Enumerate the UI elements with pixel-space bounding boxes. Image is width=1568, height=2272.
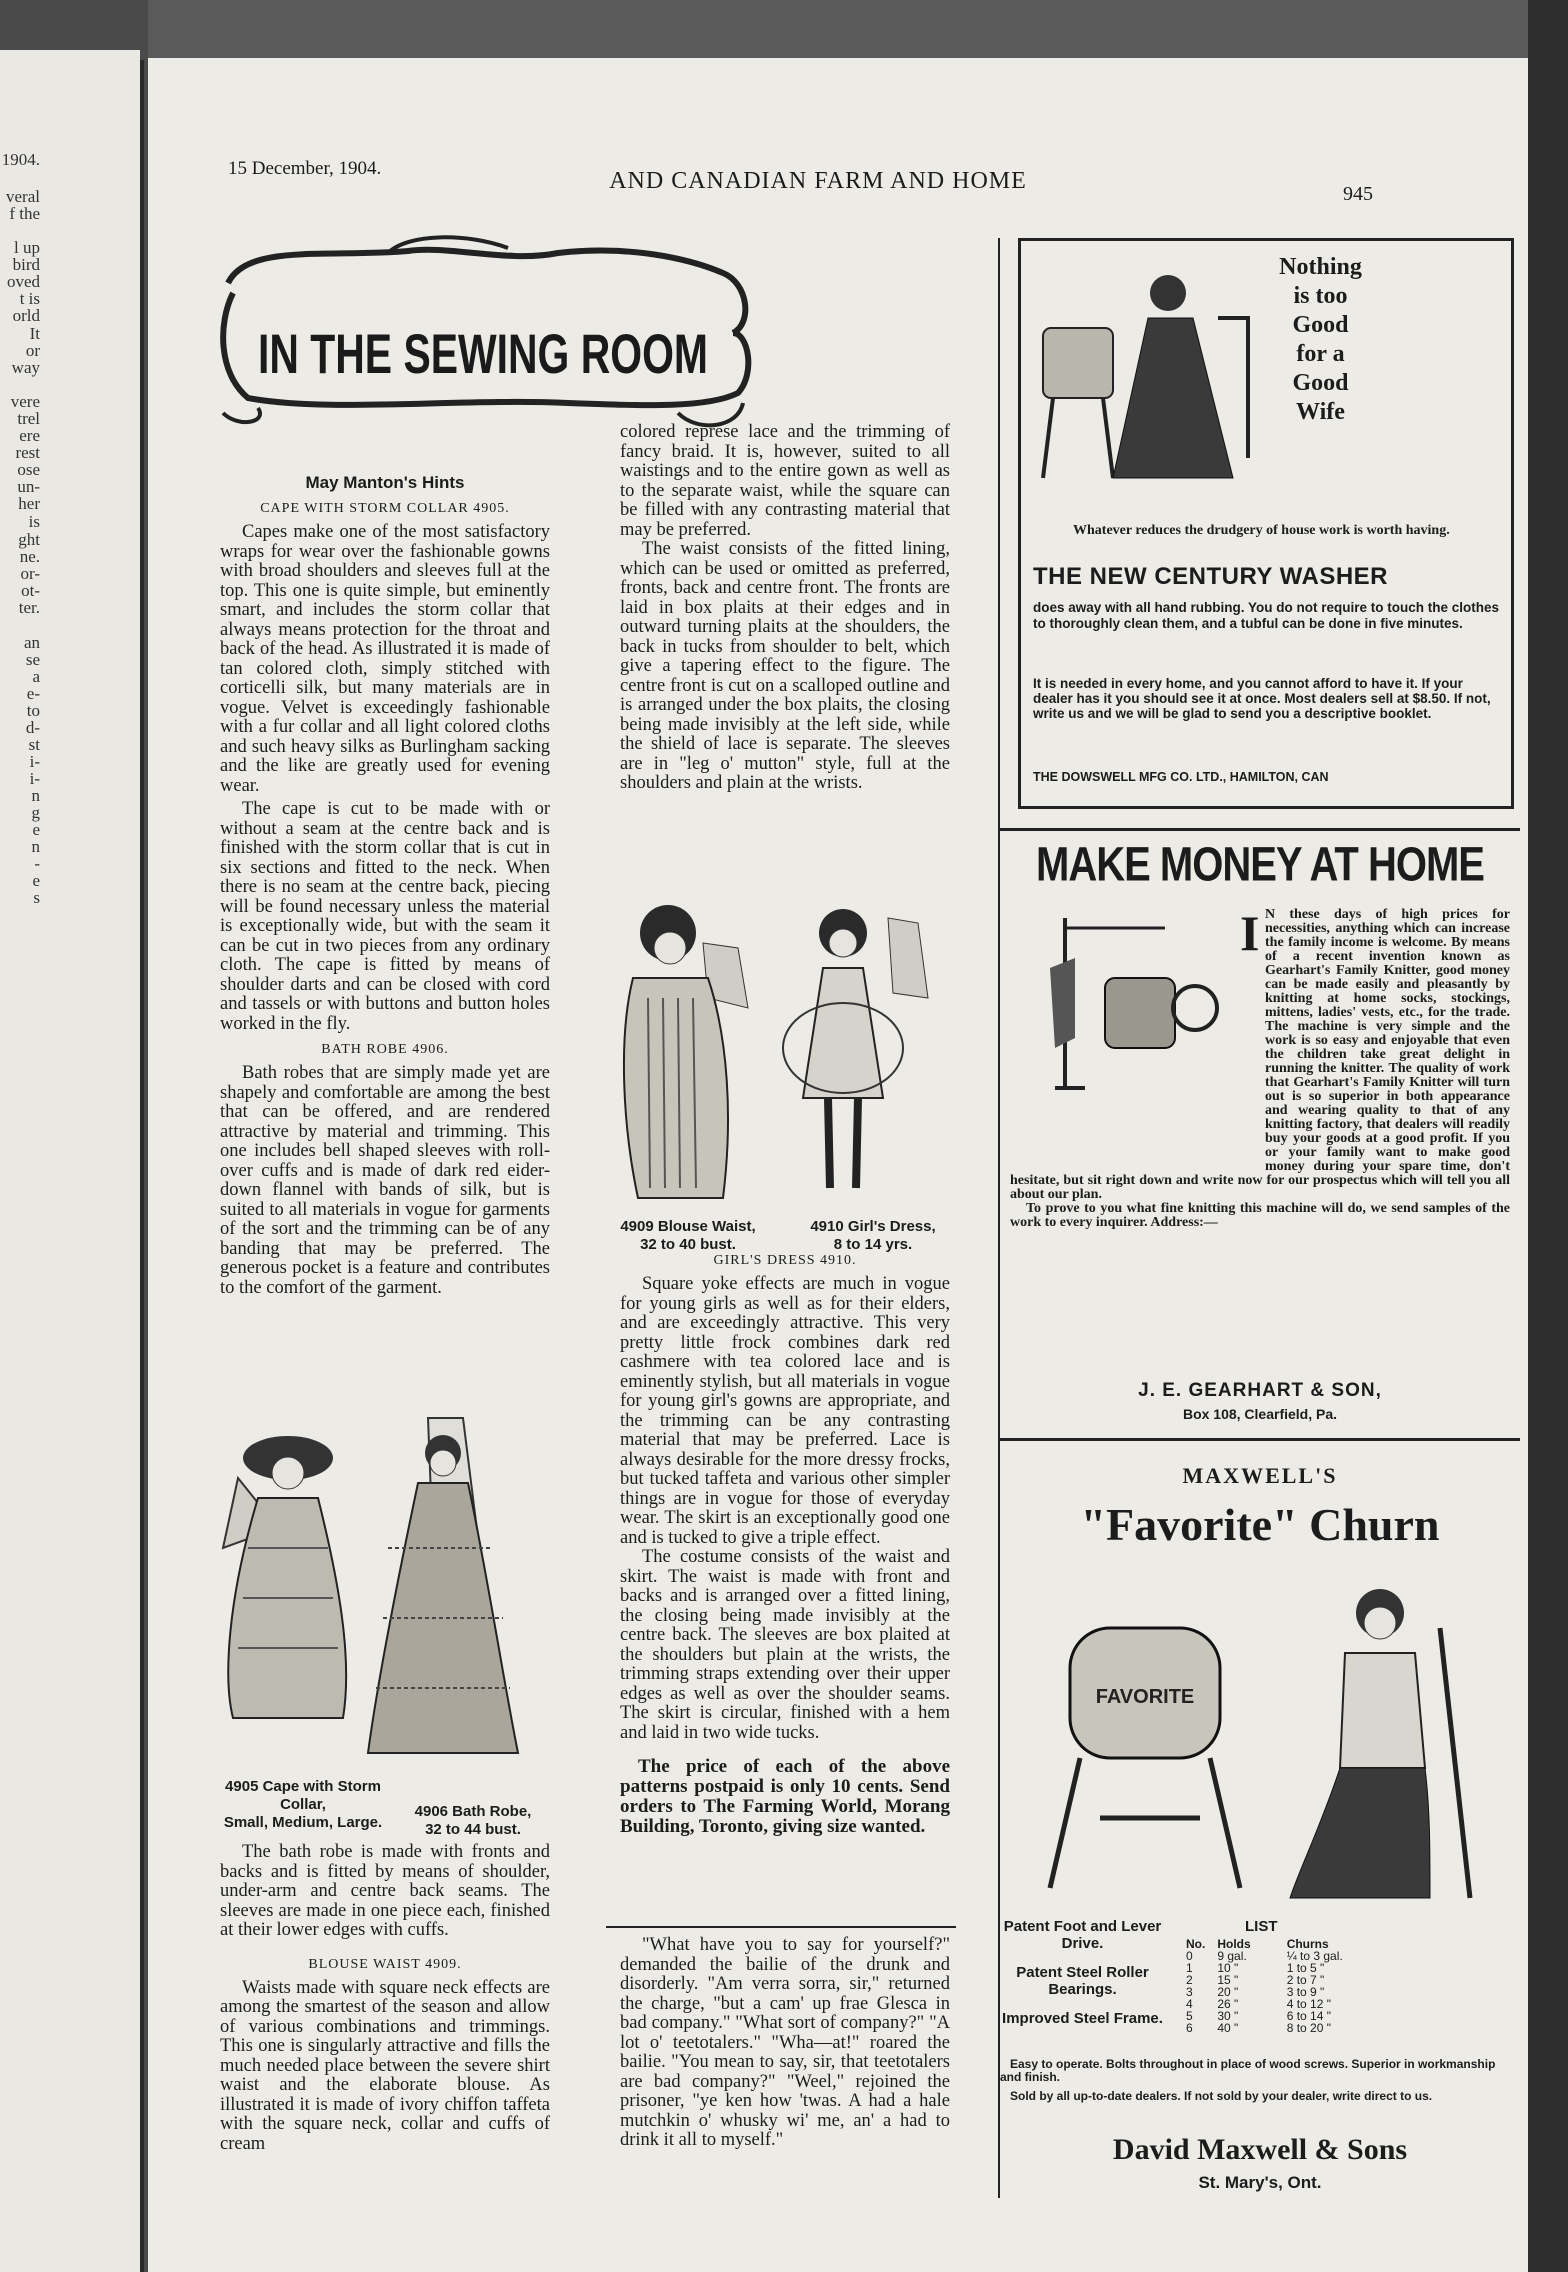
previous-page-fragment: trel (17, 409, 40, 428)
table-cell: 6 to 14 " (1286, 2009, 1331, 2023)
churn-brand: MAXWELL'S (1182, 1463, 1338, 1488)
table-cell: 5 (1186, 2009, 1193, 2023)
previous-page-fragment: f the (9, 204, 40, 223)
paragraph: colored represe lace and the trimming of fancy braid. It is, however, suited to all waistings and to the entire gown as well as to the separate waist, while the square can be filled with any contrasting material that may be preferred. (620, 422, 950, 540)
washer-body-2: It is needed in every home, and you cannot afford to have it. If your dealer has it you should see it at once. Most dealers sell at $8.50. If not, write us and we will be glad to send you a descriptive booklet. (1033, 676, 1491, 721)
knitter-body-text: N these days of high prices for necessities, anything which can increase the family income is welcome. By means of a recent invention known as Gearhart's Family Knitter, good money can be made easily and pleasantly by knitting at home socks, stockings, mittens, ladies' vests, etc., for the trade. The machine is very simple and the work is so easy and enjoyable that even the children take great delight in running the knitter. The quality of work that Gearhart's Family Knitter will turn out is so superior in both appearance and wearing quality to that of any knitting factory, that dealers will readily buy your goods at a good profit. If you or your family want to make good money during your spare time, don't hesitate, but sit right down and write now for our prospectus which will tell you all about our plan. (1010, 907, 1510, 1202)
previous-page-fragment: oved (6, 272, 40, 291)
paragraph: The waist consists of the fitted lining, which can be used or omitted as preferred, fronts, back and centre front. The fronts are laid in box plaits at their edges and in outward turning plaits at the shoulders, the back in tucks from shoulder to belt, which give a tapering effect to the figure. The centre front is cut on a scalloped outline and is arranged under the box plaits, the closing being made invisibly at the left side, while the shield of lace is separate. The sleeves are in "leg o' mutton" style, full at the shoulders and plain at the wrists. (620, 539, 950, 793)
previous-page-fragment: vere (10, 392, 40, 411)
churn-company: David Maxwell & Sons (1112, 2133, 1408, 2166)
table-cell: 1 to 5 " (1286, 1961, 1325, 1975)
previous-page-fragment: ere (19, 426, 40, 445)
drop-cap: I (1240, 905, 1260, 961)
washer-company: THE DOWSWELL MFG CO. LTD., HAMILTON, CAN (1033, 770, 1329, 784)
slogan-line: for a (1296, 341, 1345, 367)
table-cell: ¼ to 3 gal. (1286, 1949, 1343, 1963)
table-cell: 40 " (1217, 2021, 1239, 2035)
previous-page-fragment: to (26, 701, 40, 720)
previous-page-fragment: s (33, 888, 40, 907)
caption-4909: 4909 Blouse Waist, 32 to 40 bust. (620, 1218, 756, 1253)
previous-page-edge (0, 50, 140, 2272)
churn-list-title: LIST (1245, 1918, 1278, 1935)
table-cell: 6 (1186, 2021, 1193, 2035)
anecdote-column (620, 1936, 950, 2151)
ad-divider (1000, 828, 1520, 831)
table-header: No. (1186, 1937, 1206, 1951)
previous-page-fragment: is (28, 512, 40, 531)
previous-page-fragment: n (31, 837, 40, 856)
previous-page-fragment: or (25, 341, 40, 360)
churn-advertisement (1000, 1448, 1520, 2208)
page-number: 945 (1343, 183, 1373, 205)
table-cell: 9 gal. (1217, 1949, 1247, 1963)
churn-drum-label: FAVORITE (1095, 1686, 1195, 1708)
slogan-line: Good (1292, 370, 1349, 396)
table-header: Holds (1217, 1937, 1251, 1951)
woman-at-churn-illustration (1040, 1568, 1500, 1908)
blouse-and-girls-dress-illustration (608, 898, 948, 1218)
previous-page-fragment: i- (29, 769, 40, 788)
issue-date: 15 December, 1904. (228, 158, 382, 179)
previous-page-fragment: e- (26, 684, 40, 703)
slogan-line: Nothing (1279, 254, 1362, 280)
knitter-body (1010, 905, 1510, 1230)
previous-page-fragment: or- (20, 564, 40, 583)
previous-page-fragment: n (31, 786, 40, 805)
article-column-1-lower (220, 1843, 550, 2154)
table-cell: 1 (1186, 1961, 1193, 1975)
previous-page-fragment: veral (6, 187, 40, 206)
previous-page-fragment: d- (25, 718, 40, 737)
paragraph: Bath robes that are simply made yet are shapely and comfortable are among the best that can be offered, and are rendered attractive by material and trimming. This one includes bell shaped sleeves with roll-over cuffs and is made of dark red eider-down flannel with bands of silk, but is suited to all materials in vogue for garments of the sort and the trimming can be of any banding that may be preferred. The generous pocket is a feature and contributes to the comfort of the garment. (220, 1063, 550, 1298)
table-header: Churns (1286, 1937, 1329, 1951)
caption-4910: 4910 Girl's Dress, 8 to 14 yrs. (810, 1218, 936, 1253)
previous-page-fragment: ot- (21, 581, 40, 600)
previous-page-fragment: orld (12, 306, 40, 325)
table-cell: 8 to 20 " (1286, 2021, 1331, 2035)
banner-title: IN THE SEWING ROOM (258, 322, 708, 385)
washer-intro: Whatever reduces the drudgery of house work is worth having. (1073, 523, 1450, 538)
table-cell: 2 (1186, 1973, 1193, 1987)
table-row (1180, 2022, 1349, 2034)
knitter-body-2: To prove to you what fine knitting this machine will do, we send samples of the work to every inquirer. Address:— (1010, 1201, 1510, 1230)
previous-page-fragment: ght (18, 530, 40, 549)
subhead-girls-dress: GIRL'S DRESS 4910. (713, 1253, 857, 1268)
previous-page-fragment: un- (17, 477, 40, 496)
washer-body-1: does away with all hand rubbing. You do not require to touch the clothes to thoroughly clean them, and a tubful can be done in five minutes. (1033, 600, 1500, 631)
paragraph: The costume consists of the waist and skirt. The waist is made with front and backs and is arranged over a fitted lining, the closing being made invisibly at the centre back. The sleeves are box plaited at the shoulders but plain at the wrists, the trimming straps extending over their upper edges as well as over the shoulder seams. The skirt is circular, finished with a hem and laid in two wide tucks. (620, 1547, 950, 1743)
table-cell: 26 " (1217, 1997, 1239, 2011)
subhead-cape: CAPE WITH STORM COLLAR 4905. (260, 501, 510, 516)
newspaper-page (148, 58, 1528, 2272)
previous-page-fragment: ose (17, 460, 40, 479)
paragraph: Waists made with square neck effects are among the smartest of the season and allow of various combinations and trimmings. This one is singularly attractive and fills the much needed place between the severe shirt waist and the elaborate blouse. As illustrated it is made of ivory chiffon taffeta with the square neck, collar and cuffs of cream (220, 1977, 550, 2154)
masthead: AND CANADIAN FARM AND HOME (609, 168, 1027, 194)
table-cell: 3 to 9 " (1286, 1985, 1325, 1999)
table-cell: 4 to 12 " (1286, 1997, 1331, 2011)
subhead-bath-robe: BATH ROBE 4906. (321, 1042, 449, 1057)
previous-page-fragment: a (32, 667, 40, 686)
slogan-line: Wife (1296, 399, 1345, 425)
churn-note-1: Easy to operate. Bolts throughout in place of wood screws. Superior in workmanship and finish. (1000, 2057, 1496, 2084)
previous-page-fragment: i- (29, 752, 40, 771)
caption-4906: 4906 Bath Robe, 32 to 44 bust. (414, 1803, 532, 1838)
table-cell: 4 (1186, 1997, 1193, 2011)
knitter-headline: MAKE MONEY AT HOME (1036, 838, 1484, 892)
woman-at-washer-illustration (1033, 258, 1253, 488)
previous-page-fragment: e (32, 871, 40, 890)
previous-page-fragment: an (23, 633, 40, 652)
churn-size-table (1180, 1938, 1349, 2034)
anecdote: "What have you to say for yourself?" demanded the bailie of the drunk and disorderly. "Am verra sorra, sir," returned the charge, "but a cam' up frae Glesca in bad company." "What sort of company?" "A lot o' teetotalers." "Wha—at!" roared the bailie. "You mean to say, sir, that teetotalers are bad company?" "Weel," rejoined the prisoner, "ye ken how 'twas. A had a hale mutchkin o' whusky wi' me, an' a had to drink it all to myself." (620, 1935, 950, 2150)
table-cell: 0 (1186, 1949, 1193, 1963)
price-note: The price of each of the above patterns postpaid is only 10 cents. Send orders to The Farming World, Morang Building, Toronto, giving size wanted. (620, 1756, 950, 1837)
previous-page-fragment: se (25, 650, 40, 669)
churn-feature: Patent Foot and Lever Drive. (1003, 1918, 1162, 1952)
knitter-address: Box 108, Clearfield, Pa. (1182, 1406, 1338, 1422)
slogan-line: is too (1293, 283, 1348, 309)
previous-page-fragment: 1904. (1, 150, 40, 169)
previous-page-fragment: ne. (19, 547, 40, 566)
washer-slogan (1263, 253, 1378, 427)
cape-and-bathrobe-illustration (218, 1398, 548, 1768)
churn-feature: Improved Steel Frame. (1002, 2010, 1163, 2027)
table-cell: 20 " (1217, 1985, 1239, 1999)
churn-table-body (1180, 1950, 1349, 2034)
article-column-1 (220, 473, 550, 1298)
previous-page-fragment: l up (14, 238, 40, 257)
previous-page-fragment: bird (12, 255, 40, 274)
churn-address: St. Mary's, Ont. (1198, 2173, 1322, 2192)
table-cell: 2 to 7 " (1286, 1973, 1325, 1987)
churn-features (1000, 1918, 1165, 2027)
previous-page-fragment: g (31, 803, 40, 822)
churn-feature: Patent Steel Roller Bearings. (1016, 1964, 1149, 1998)
ad-divider (1000, 1438, 1520, 1441)
previous-page-fragment: st (28, 735, 40, 754)
table-cell: 30 " (1217, 2009, 1239, 2023)
previous-page-fragment: - (34, 854, 40, 873)
washer-advertisement (1008, 238, 1518, 808)
previous-page-fragment: rest (15, 443, 40, 462)
scan-background (148, 0, 1528, 58)
paragraph: The cape is cut to be made with or without a seam at the centre back and is finished with the storm collar that is cut in six sections and fitted to the neck. When there is no seam at the centre back, piecing will be found necessary unless the material is exceptionally wide, but with the seam it can be cut in two pieces from any ordinary cloth. The cape is fitted by means of shoulder darts and can be closed with cord and tassels or with buttons and button holes worked in the fly. (220, 799, 550, 1034)
previous-page-fragment: her (18, 494, 40, 513)
article-column-2-lower (620, 1253, 950, 1837)
previous-page-fragment: way (11, 358, 40, 377)
churn-note-2: Sold by all up-to-date dealers. If not sold by your dealer, write direct to us. (1010, 2089, 1433, 2103)
paragraph: Capes make one of the most satisfactory wraps for wear over the fashionable gowns with broad shoulders and sleeves full at the top. This one is quite simple, but eminently smart, and includes the storm collar that always means protection for the throat and back of the head. As illustrated it is made of tan colored cloth, simply stitched with corticelli silk, but many materials are in vogue. Velvet is exceedingly fashionable with a fur collar and all light colored cloths and such heavy silks as Burlingham sacking and the like are greatly used for evening wear. (220, 522, 550, 796)
knitter-company: J. E. GEARHART & SON, (1138, 1380, 1382, 1401)
paragraph: The bath robe is made with fronts and backs and is fitted by means of shoulder, under-arm and centre back seams. The sleeves are made in one piece each, finished at their lower edges with cuffs. (220, 1842, 550, 1940)
knitter-advertisement (1000, 838, 1520, 1408)
paragraph: Square yoke effects are much in vogue for young girls as well as for their elders, and are exceedingly attractive. This very pretty little frock combines dark red cashmere with tea colored lace and is eminently stylish, but all materials in vogue for young girl's gowns are appropriate, and the trimming can be any contrasting material that may be preferred. Lace is always desirable for the more dressy frocks, but tucked taffeta and various other simpler things are in vogue for those of everyday wear. The skirt is an exceptionally good one and is tucked to give a triple effect. (620, 1274, 950, 1548)
previous-page-fragment: ter. (18, 598, 40, 617)
caption-4905: 4905 Cape with Storm Collar, Small, Medium, Large. (223, 1778, 383, 1831)
previous-page-fragment: It (29, 324, 40, 343)
previous-page-fragment: t is (19, 289, 40, 308)
table-cell: 3 (1186, 1985, 1193, 1999)
subhead-blouse: BLOUSE WAIST 4909. (308, 1956, 462, 1972)
washer-headline: THE NEW CENTURY WASHER (1033, 563, 1389, 590)
divider (606, 1926, 956, 1928)
article-column-2 (620, 423, 950, 794)
table-cell: 10 " (1217, 1961, 1239, 1975)
scan-background-right (1528, 0, 1568, 2272)
page-gutter (140, 60, 144, 2272)
article-heading: May Manton's Hints (305, 473, 465, 492)
churn-headline: "Favorite" Churn (1080, 1499, 1440, 1550)
previous-page-fragment: e (32, 820, 40, 839)
float-spacer (1010, 905, 1265, 1163)
table-cell: 15 " (1217, 1973, 1239, 1987)
slogan-line: Good (1292, 312, 1349, 338)
